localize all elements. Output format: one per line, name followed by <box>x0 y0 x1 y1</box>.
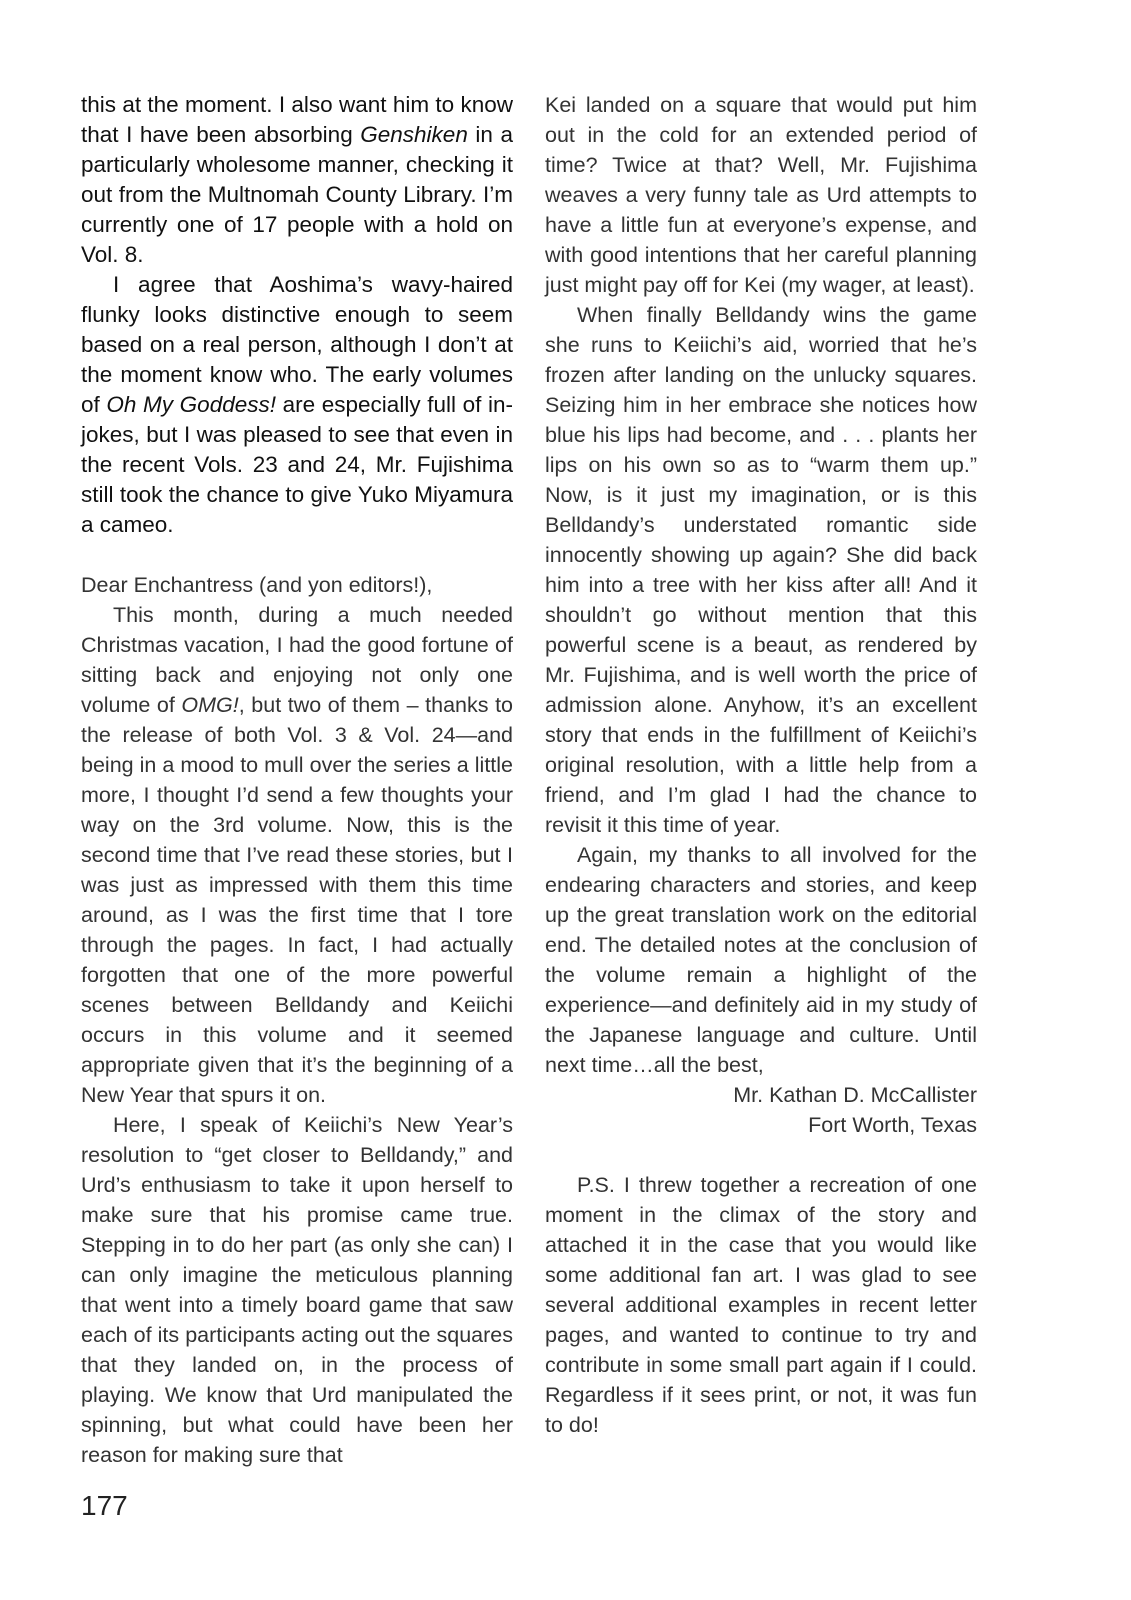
reply-paragraph-2: I agree that Aoshima’s wavy-haired flunky looks distinctive enough to seem based on a real person, although I don’t at the moment know who. The early volumes of Oh My Goddess! are especially full of in-jokes, but I was pleased to see that even in the recent Vols. 23 and 24, Mr. Fujishima still took the chance to give Yuko Miyamura a cameo. <box>81 272 513 537</box>
letter-paragraph-2-part-1: Here, I speak of Keiichi’s New Year’s resolution to “get closer to Belldandy,” and Urd’s enthusiasm to take it upon herself to make sure that his promise came true. Stepping in to do her part (as only she can) I can only imagine the meticulous planning that went into a timely board game that saw each of its participants acting out the squares that they landed on, in the process of playing. We know that Urd manipulated the spinning, but what could have been her reason for making sure that <box>81 1113 513 1467</box>
letter-paragraph-4: Again, my thanks to all involved for the endearing characters and stories, and keep up the great translation work on the editorial end. The detailed notes at the conclusion of the volume remain a highlight of the experience—and definitely aid in my study of the Japanese language and culture. Until next time…all the best, <box>545 843 977 1077</box>
letter-paragraph-2-part-2: Kei landed on a square that would put him out in the cold for an extended period of time? Twice at that? Well, Mr. Fujishima weaves a very funny tale as Urd attempts to have a little fun at everyone’s expense, and with good intentions that her careful planning just might pay off for Kei (my wager, at least). <box>545 93 977 297</box>
postscript: P.S. I threw together a recreation of one moment in the climax of the story and attached it in the case that you would like some additional fan art. I was glad to see several additional examples in recent letter pages, and wanted to continue to try and contribute in some small part again if I could. Regardless if it sees print, or not, it was fun to do! <box>545 1173 977 1437</box>
page-number: 177 <box>81 1490 128 1521</box>
letter-paragraph-1: This month, during a much needed Christmas vacation, I had the good fortune of sitting back and enjoying not only one volume of OMG!, but two of them – thanks to the release of both Vol. 3 & Vol. 24—and being in a mood to mull over the series a little more, I thought I’d send a few thoughts your way on the 3rd volume. Now, this is the second time that I’ve read these stories, but I was just as impressed with them this time around, as I was the first time that I tore through the pages. In fact, I had actually forgotten that one of the more powerful scenes between Belldandy and Keiichi occurs in this volume and it seemed appropriate given that it’s the beginning of a New Year that spurs it on. <box>81 603 514 1107</box>
signature-location: Fort Worth, Texas <box>808 1113 977 1137</box>
letter-salutation: Dear Enchantress (and yon editors!), <box>81 573 433 597</box>
left-column <box>81 90 513 1470</box>
title-omg: OMG! <box>181 693 239 717</box>
signature-name: Mr. Kathan D. McCallister <box>733 1083 977 1107</box>
reply-paragraph-1: this at the moment. I also want him to know that I have been absorbing Genshiken in a particularly wholesome manner, checking it out from the Multnomah County Library. I’m currently one of 17 people with a hold on Vol. 8. <box>81 92 513 267</box>
letter-paragraph-3: When finally Belldandy wins the game she runs to Keiichi’s aid, worried that he’s frozen after landing on the unlucky squares. Seizing him in her embrace she notices how blue his lips had become, and . . . plants her lips on his own so as to “warm them up.” Now, is it just my imagination, or is this Belldandy’s understated romantic side innocently showing up again? She did back him into a tree with her kiss after all! And it shouldn’t go without mention that this powerful scene is a beaut, as rendered by Mr. Fujishima, and is well worth the price of admission alone. Anyhow, it’s an excellent story that ends in the fulfillment of Keiichi’s original resolution, with a little help from a friend, and I’m glad I had the chance to revisit it this time of year. <box>545 303 977 837</box>
right-column <box>545 90 977 1440</box>
title-genshiken: Genshiken <box>360 122 468 147</box>
title-oh-my-goddess: Oh My Goddess! <box>106 392 276 417</box>
